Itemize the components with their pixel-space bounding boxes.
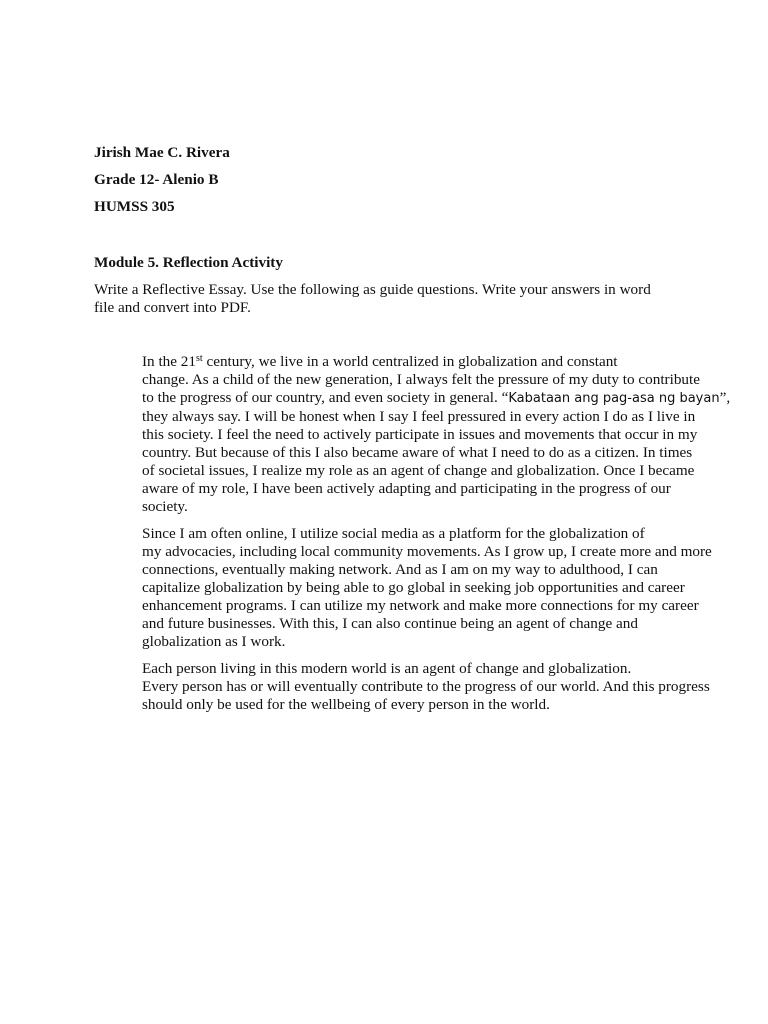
essay-line: aware of my role, I have been actively adapting and participating in the progress of our: [142, 480, 671, 497]
essay-paragraph-2: [94, 525, 712, 651]
essay-line: society.: [142, 498, 188, 515]
essay-line: connections, eventually making network. And as I am on my way to adulthood, I can: [142, 561, 658, 578]
essay-line: Since I am often online, I utilize social media as a platform for the globalization of: [142, 525, 645, 542]
essay-line: country. But because of this I also became aware of what I need to do as a citizen. In times: [142, 444, 693, 461]
essay-line: capitalize globalization by being able to go global in seeking job opportunities and career: [142, 579, 685, 596]
essay-body: [94, 353, 731, 723]
filipino-quote: Kabataan ang pag-asa ng bayan: [508, 391, 720, 406]
essay-text: In the 21: [142, 353, 196, 370]
module-instructions: [94, 281, 684, 317]
essay-text: century, we live in a world centralized in globalization and constant: [202, 353, 618, 370]
essay-line: [94, 389, 731, 408]
essay-line: [94, 353, 676, 371]
essay-line: and future businesses. With this, I can also continue being an agent of change and: [142, 615, 638, 632]
essay-text: ”,: [719, 389, 731, 406]
student-name: Jirish Mae C. Rivera: [94, 144, 230, 161]
ordinal-superscript: st: [196, 353, 203, 364]
student-info-block: [94, 143, 694, 224]
essay-line: my advocacies, including local community movements. As I grow up, I create more and more: [142, 543, 712, 560]
student-section: HUMSS 305: [94, 198, 175, 215]
essay-line: this society. I feel the need to actively participate in issues and movements that occur in my: [142, 426, 698, 443]
essay-line: globalization as I work.: [142, 633, 286, 650]
essay-line: Every person has or will eventually contribute to the progress of our world. And this progress: [142, 678, 710, 695]
essay-text: to the progress of our country, and even society in general. “: [142, 389, 509, 406]
essay-line: change. As a child of the new generation, I always felt the pressure of my duty to contribute: [142, 371, 700, 388]
essay-line: they always say. I will be honest when I say I feel pressured in every action I do as I live in: [142, 408, 696, 425]
essay-line: enhancement programs. I can utilize my network and make more connections for my career: [142, 597, 699, 614]
essay-line: Each person living in this modern world is an agent of change and globalization.: [142, 660, 632, 677]
student-grade: Grade 12- Alenio B: [94, 171, 219, 188]
essay-paragraph-1: [94, 353, 731, 516]
instructions-line: Write a Reflective Essay. Use the following as guide questions. Write your answers in word: [94, 281, 651, 298]
essay-line: of societal issues, I realize my role as an agent of change and globalization. Once I became: [142, 462, 695, 479]
essay-paragraph-3: [94, 660, 710, 714]
module-title: Module 5. Reflection Activity: [94, 254, 283, 271]
module-block: [94, 253, 684, 317]
essay-line: should only be used for the wellbeing of every person in the world.: [142, 696, 550, 713]
instructions-line: file and convert into PDF.: [94, 299, 251, 316]
